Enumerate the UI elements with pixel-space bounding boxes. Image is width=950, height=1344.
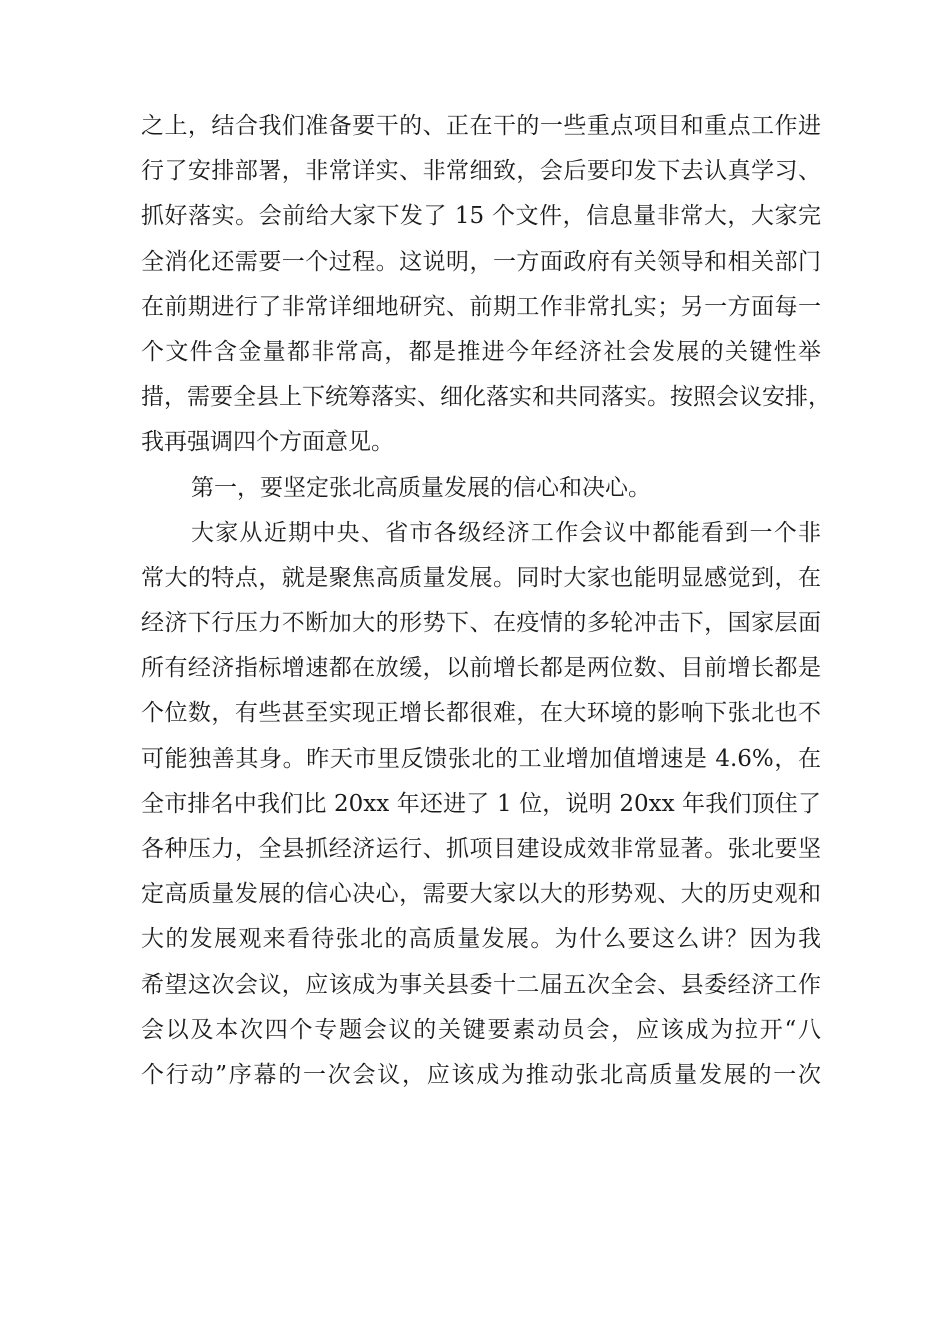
text-line: 可能独善其身。昨天市里反馈张北的工业增加值增速是 4.6%，在 — [141, 745, 821, 772]
text-line: 定高质量发展的信心决心，需要大家以大的形势观、大的历史观和 — [141, 881, 821, 908]
text-line: 个文件含金量都非常高，都是推进今年经济社会发展的关键性举 — [141, 338, 821, 365]
text-line: 全消化还需要一个过程。这说明，一方面政府有关领导和相关部门 — [141, 248, 821, 275]
text-line: 全市排名中我们比 20xx 年还进了 1 位，说明 20xx 年我们顶住了 — [141, 790, 821, 817]
text-line: 所有经济指标增速都在放缓，以前增长都是两位数、目前增长都是 — [141, 655, 821, 682]
text-line: 我再强调四个方面意见。 — [141, 429, 394, 456]
text-line: 行了安排部署，非常详实、非常细致，会后要印发下去认真学习、 — [141, 158, 821, 185]
text-line: 希望这次会议，应该成为事关县委十二届五次全会、县委经济工作 — [141, 971, 821, 998]
text-line: 大的发展观来看待张北的高质量发展。为什么要这么讲？因为我 — [141, 926, 821, 953]
body-text — [141, 104, 831, 1098]
text-line: 各种压力，全县抓经济运行、抓项目建设成效非常显著。张北要坚 — [141, 836, 821, 862]
text-line: 个位数，有些甚至实现正增长都很难，在大环境的影响下张北也不 — [141, 700, 821, 727]
text-line: 第一，要坚定张北高质量发展的信心和决心。 — [191, 474, 651, 501]
text-line: 大家从近期中央、省市各级经济工作会议中都能看到一个非 — [191, 519, 821, 546]
text-line: 个行动”序幕的一次会议，应该成为推动张北高质量发展的一次 — [141, 1061, 821, 1088]
text-line: 抓好落实。会前给大家下发了 15 个文件，信息量非常大，大家完 — [141, 203, 821, 230]
text-line: 之上，结合我们准备要干的、正在干的一些重点项目和重点工作进 — [141, 113, 821, 139]
text-line: 常大的特点，就是聚焦高质量发展。同时大家也能明显感觉到，在 — [141, 564, 821, 591]
text-line: 会以及本次四个专题会议的关键要素动员会，应该成为拉开“八 — [141, 1016, 821, 1043]
text-line: 在前期进行了非常详细地研究、前期工作非常扎实；另一方面每一 — [141, 293, 821, 320]
text-line: 措，需要全县上下统筹落实、细化落实和共同落实。按照会议安排， — [141, 384, 831, 411]
text-line: 经济下行压力不断加大的形势下、在疫情的多轮冲击下，国家层面 — [141, 610, 821, 637]
